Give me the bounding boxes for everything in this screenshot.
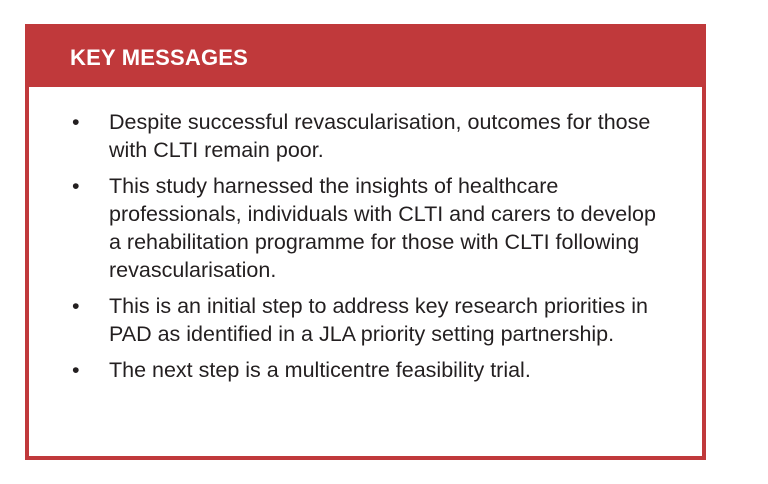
key-messages-body <box>29 87 702 384</box>
key-messages-header <box>29 28 702 87</box>
bullet-icon: • <box>72 294 80 318</box>
key-messages-list <box>29 108 702 384</box>
list-item <box>29 108 702 164</box>
list-item <box>29 172 702 284</box>
message-text: The next step is a multicentre feasibility trial. <box>109 358 531 382</box>
key-messages-title: KEY MESSAGES <box>70 45 249 70</box>
bullet-icon: • <box>72 358 80 382</box>
message-text: Despite successful revascularisation, outcomes for those with CLTI remain poor. <box>109 110 651 162</box>
bullet-icon: • <box>72 174 80 198</box>
bullet-icon: • <box>72 110 80 134</box>
key-messages-box <box>25 24 706 460</box>
message-text: This is an initial step to address key research priorities in PAD as identified in a JLA priority setting partnership. <box>109 294 648 346</box>
message-text: This study harnessed the insights of healthcare professionals, individuals with CLTI and carers to develop a rehabilitation programme for those with CLTI following revascularisation. <box>109 174 656 282</box>
list-item <box>29 292 702 348</box>
list-item <box>29 356 702 384</box>
